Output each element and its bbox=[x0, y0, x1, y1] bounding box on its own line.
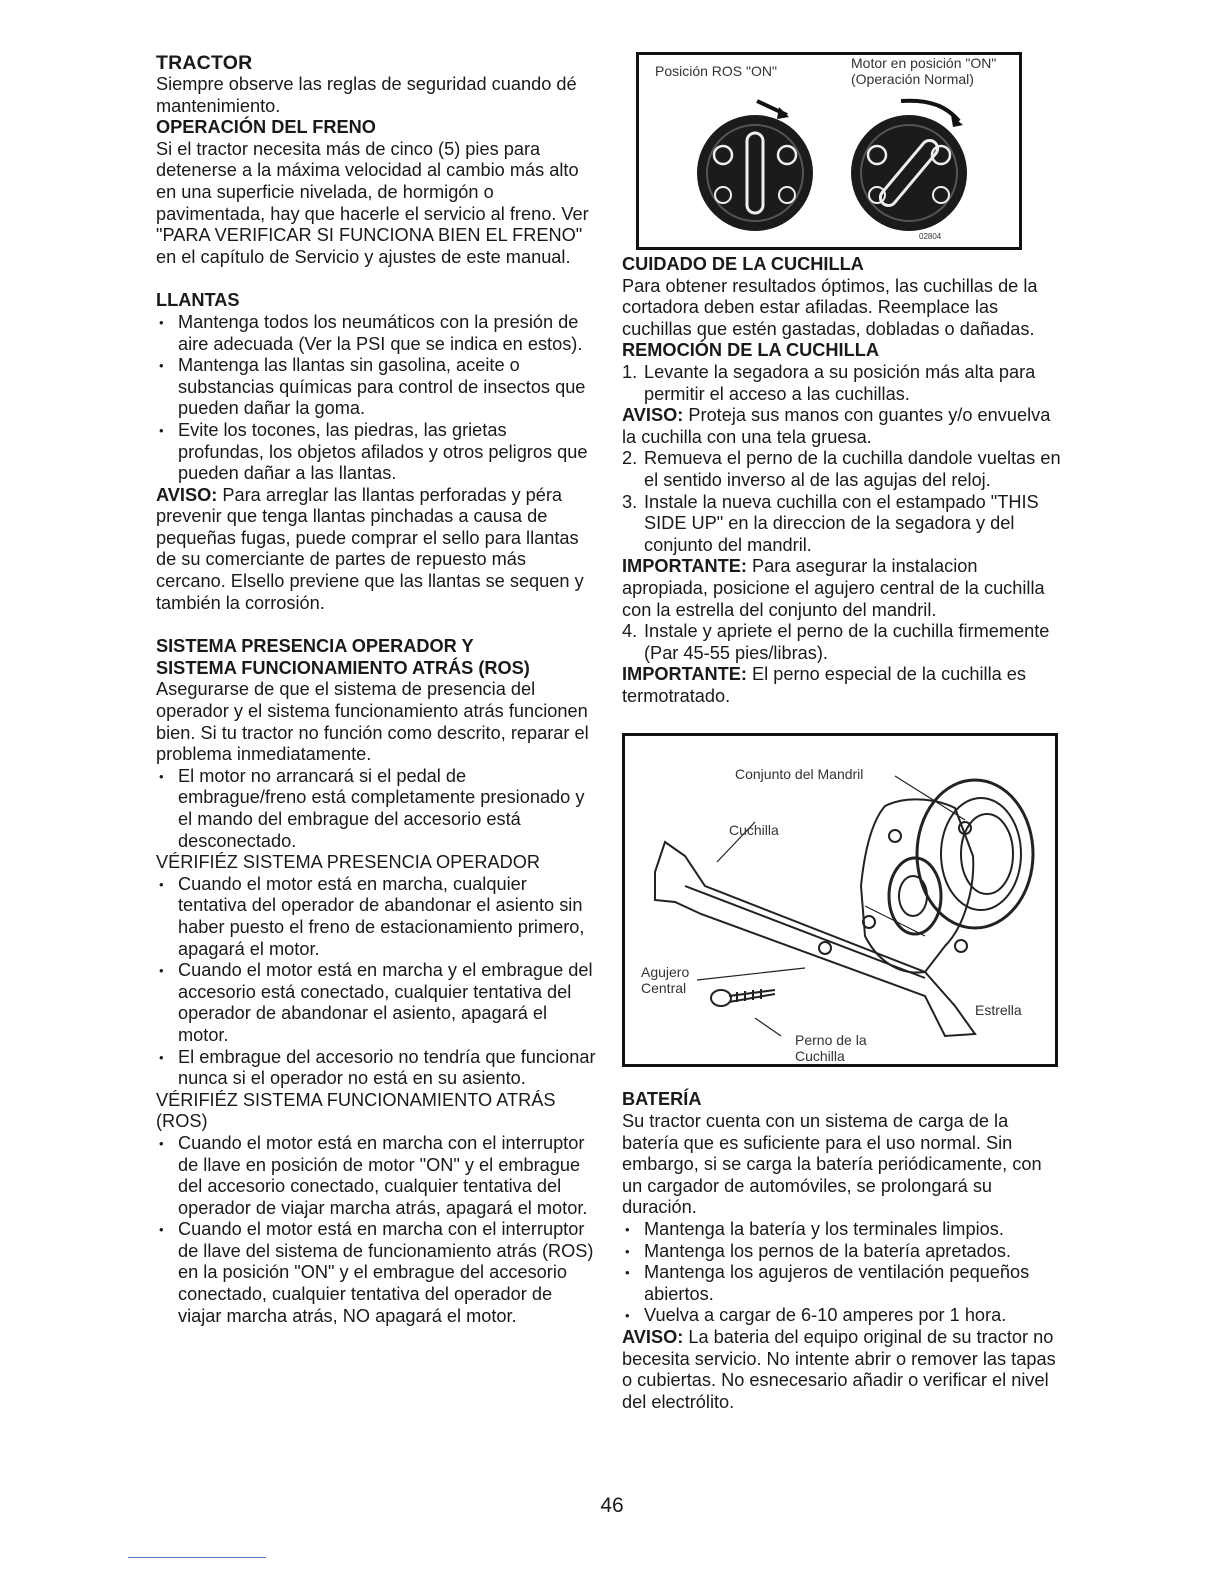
motor-on-label: Motor en posición "ON" bbox=[851, 55, 997, 71]
central-label: Central bbox=[641, 980, 687, 997]
cuchilla-label: Cuchilla bbox=[729, 822, 779, 839]
list-item bbox=[622, 621, 1062, 664]
section-title-remocion: REMOCIÓN DE LA CUCHILLA bbox=[622, 340, 879, 361]
step-text: Remueva el perno de la cuchilla dandole vueltas en el sentido inverso al de las agujas del reloj. bbox=[644, 448, 1061, 490]
conjunto-label: Conjunto del Mandril bbox=[735, 766, 864, 783]
figure-code: 02804 bbox=[919, 232, 942, 241]
aviso-text: La bateria del equipo original de su tractor no becesita servicio. No intente abrir o remover las tapas o cubiertas. No esnecesario añadir o verificar el nivel del electrólito. bbox=[622, 1327, 1056, 1412]
perno-label-2: Cuchilla bbox=[795, 1048, 845, 1065]
aviso-text: Para arreglar las llantas perforadas y péra prevenir que tenga llantas pinchadas a causa de pequeñas fugas, puede comprar el sello para llantas de su comerciante de partes de repuesto más cercano. Elsello previene que las llantas se sequen y también la corrosión. bbox=[156, 484, 584, 613]
step-number: 3. bbox=[622, 491, 638, 512]
ignition-switch-drawing bbox=[639, 85, 1019, 245]
importante-text: Para asegurar la instalacion apropiada, posicione el agujero central de la cuchilla con la estrella del conjunto del mandril. bbox=[622, 556, 1045, 620]
bateria-text: Su tractor cuenta con un sistema de carga de la batería que es suficiente para el uso normal. Sin embargo, si se carga la batería periódicamente, con un cargador de automóviles, se prolongará su duración. bbox=[622, 1111, 1042, 1218]
left-column bbox=[156, 52, 596, 1327]
aviso-text: Proteja sus manos con guantes y/o envuelva la cuchilla con una tela gruesa. bbox=[622, 405, 1051, 447]
list-item: • Cuando el motor está en marcha, cualquier tentativa del operador de abandonar el asiento sin haber puesto el freno de estacionamiento primero, apagará el motor. bbox=[156, 874, 596, 960]
section-title-cuidado: CUIDADO DE LA CUCHILLA bbox=[622, 254, 864, 274]
ignition-switch-ros-icon bbox=[697, 101, 813, 231]
importante-1 bbox=[622, 556, 1062, 621]
list-item: • Vuelva a cargar de 6-10 amperes por 1 hora. bbox=[622, 1305, 1062, 1327]
blade-bolt-icon bbox=[711, 989, 775, 1006]
llantas-aviso bbox=[156, 485, 596, 615]
importante-2 bbox=[622, 664, 1062, 707]
aviso-label: AVISO: bbox=[156, 484, 218, 505]
right-column bbox=[622, 52, 1062, 1413]
step-number: 4. bbox=[622, 621, 638, 642]
step-text: Instale la nueva cuchilla con el estampado "THIS SIDE UP" en la direccion de la segadora y del conjunto del mandril. bbox=[644, 491, 1039, 555]
importante-label: IMPORTANTE: bbox=[622, 664, 747, 685]
list-item: • Mantenga los pernos de la batería apretados. bbox=[622, 1241, 1062, 1263]
section-title-llantas: LLANTAS bbox=[156, 290, 240, 311]
importante-text: El perno especial de la cuchilla es termotratado. bbox=[622, 664, 1027, 706]
section-title-freno: OPERACIÓN DEL FRENO bbox=[156, 117, 376, 138]
section-title-tractor: TRACTOR bbox=[156, 52, 253, 74]
aviso-label: AVISO: bbox=[622, 405, 684, 426]
list-item bbox=[622, 492, 1062, 557]
list-item: • Mantenga las llantas sin gasolina, aceite o substancias químicas para control de insectos que pueden dañar la goma. bbox=[156, 355, 596, 420]
step-number: 2. bbox=[622, 448, 638, 469]
list-item: • El embrague del accesorio no tendría que funcionar nunca si el operador no está en su asiento. bbox=[156, 1047, 596, 1090]
list-item bbox=[622, 448, 1062, 491]
list-item bbox=[622, 362, 1062, 405]
cuidado-text: Para obtener resultados óptimos, las cuchillas de la cortadora deben estar afiladas. Reemplace las cuchillas que estén gastadas, dobladas o dañadas. bbox=[622, 275, 1038, 339]
list-item: • Mantenga la batería y los terminales limpios. bbox=[622, 1219, 1062, 1241]
list-item: • Cuando el motor está en marcha con el interruptor de llave en posición de motor "ON" y el embrague del accesorio conectado, cualquier tentativa del operador de viajar marcha atrás, apagará el motor. bbox=[156, 1133, 596, 1219]
ignition-switch-figure bbox=[636, 52, 1022, 250]
step-text: Levante la segadora a su posición más alta para permitir el acceso a las cuchillas. bbox=[644, 361, 1036, 404]
step-text: Instale y apriete el perno de la cuchilla firmemente (Par 45-55 pies/libras). bbox=[644, 621, 1050, 663]
tractor-text: Siempre observe las reglas de seguridad cuando dé mantenimiento. bbox=[156, 74, 577, 116]
list-item: • Cuando el motor está en marcha con el interruptor de llave del sistema de funcionamiento atrás (ROS) en la posición "ON" y el embrague del accesorio conectado, cualquier tentativa del operador de viajar marcha atrás, NO apagará el motor. bbox=[156, 1219, 596, 1327]
bateria-aviso bbox=[622, 1327, 1062, 1413]
freno-text: Si el tractor necesita más de cinco (5) pies para detenerse a la máxima velocidad al cambio más alto en una superficie nivelada, de hormigón o pavimentada, hay que hacerle el servicio al freno. Ver "PARA VERIFICAR SI FUNCIONA BIEN EL FRENO" en el capítulo de Servicio y ajustes de este manual. bbox=[156, 138, 589, 267]
step-number: 1. bbox=[622, 361, 638, 382]
ros-on-label: Posición ROS "ON" bbox=[655, 63, 777, 79]
ros-intro: Asegurarse de que el sistema de presencia del operador y el sistema funcionamiento atrás funcionen bien. Si tu tractor no función como descrito, reparar el problema inmediatamente. bbox=[156, 679, 589, 765]
remocion-aviso bbox=[622, 405, 1062, 448]
list-item: • Cuando el motor está en marcha y el embrague del accesorio está conectado, cualquier tentativa del operador de abandonar el asiento, apagará el motor. bbox=[156, 960, 596, 1046]
ignition-switch-motor-icon bbox=[851, 101, 967, 231]
verify-presence-heading: VÉRIFIÉZ SISTEMA PRESENCIA OPERADOR bbox=[156, 852, 541, 873]
verify-ros-heading: VÉRIFIÉZ SISTEMA FUNCIONAMIENTO ATRÁS (ROS) bbox=[156, 1089, 556, 1132]
section-title-ros-2: SISTEMA FUNCIONAMIENTO ATRÁS (ROS) bbox=[156, 657, 530, 678]
section-title-bateria: BATERÍA bbox=[622, 1089, 702, 1110]
estrella-label: Estrella bbox=[975, 1002, 1022, 1019]
importante-label: IMPORTANTE: bbox=[622, 556, 747, 577]
aviso-label: AVISO: bbox=[622, 1327, 684, 1347]
blade-icon bbox=[655, 842, 975, 1036]
list-item: • Mantenga todos los neumáticos con la presión de aire adecuada (Ver la PSI que se indica en estos). bbox=[156, 312, 596, 355]
page-number: 46 bbox=[600, 1494, 624, 1517]
footer-line bbox=[128, 1557, 266, 1558]
section-title-ros-1: SISTEMA PRESENCIA OPERADOR Y bbox=[156, 636, 474, 657]
normal-operation-label: (Operación Normal) bbox=[851, 71, 974, 87]
list-item: • Evite los tocones, las piedras, las grietas profundas, los objetos afilados y otros peligros que pueden dañar a las llantas. bbox=[156, 420, 596, 485]
list-item: • Mantenga los agujeros de ventilación pequeños abiertos. bbox=[622, 1262, 1062, 1305]
perno-label-1: Perno de la bbox=[795, 1032, 867, 1049]
blade-assembly-figure bbox=[622, 733, 1058, 1067]
agujero-label: Agujero bbox=[641, 964, 690, 981]
list-item: • El motor no arrancará si el pedal de embrague/freno está completamente presionado y el mando del embrague del accesorio está desconectado. bbox=[156, 766, 596, 852]
